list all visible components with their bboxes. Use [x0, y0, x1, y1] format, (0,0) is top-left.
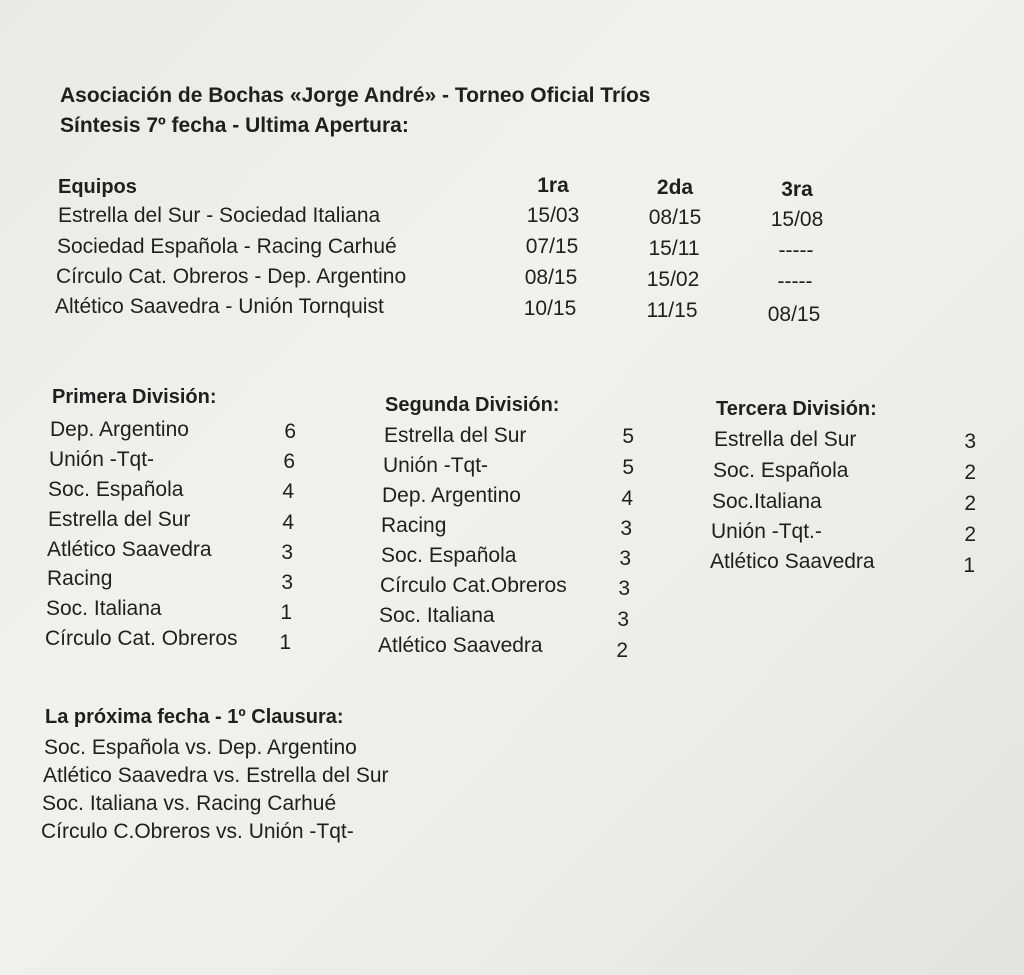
team-name: Estrella del Sur	[48, 508, 191, 531]
team-name: Dep. Argentino	[382, 484, 521, 507]
team-points: 6	[284, 420, 296, 443]
result-3ra: -----	[778, 239, 814, 262]
team-points: 3	[964, 430, 976, 453]
team-name: Atlético Saavedra	[378, 634, 543, 657]
team-name: Soc.Italiana	[712, 490, 822, 513]
team-name: Atlético Saavedra	[710, 550, 875, 573]
team-name: Soc. Italiana	[379, 604, 495, 627]
team-name: Dep. Argentino	[50, 418, 189, 441]
result-3ra: 15/08	[770, 208, 824, 231]
team-name: Soc. Española	[713, 459, 849, 482]
team-points: 2	[964, 461, 976, 484]
team-points: 4	[621, 487, 633, 510]
team-name: Unión -Tqt-	[49, 448, 155, 471]
next-title: La próxima fecha - 1º Clausura:	[45, 706, 344, 728]
team-name: Soc. Italiana	[46, 597, 162, 620]
match-label: Círculo Cat. Obreros - Dep. Argentino	[56, 265, 407, 288]
team-points: 3	[620, 517, 632, 540]
division-title: Tercera División:	[716, 398, 877, 420]
team-name: Racing	[47, 567, 113, 590]
team-points: 2	[616, 639, 628, 662]
team-name: Atlético Saavedra	[47, 538, 212, 561]
col-header-3ra: 3ra	[781, 178, 813, 201]
document-title: Asociación de Bochas «Jorge André» - Torneo Oficial Tríos	[60, 84, 651, 107]
division-title: Primera División:	[52, 386, 217, 408]
list-item: Soc. Española vs. Dep. Argentino	[44, 736, 357, 759]
team-points: 4	[282, 480, 294, 503]
team-points: 3	[617, 608, 629, 631]
list-item: Soc. Italiana vs. Racing Carhué	[42, 792, 337, 815]
team-name: Círculo Cat. Obreros	[45, 627, 238, 650]
result-1ra: 15/03	[526, 204, 580, 227]
match-label: Estrella del Sur - Sociedad Italiana	[58, 204, 381, 227]
team-name: Soc. Española	[48, 478, 184, 501]
document-subtitle: Síntesis 7º fecha - Ultima Apertura:	[60, 114, 409, 137]
team-name: Círculo Cat.Obreros	[380, 574, 567, 597]
result-3ra: 08/15	[767, 303, 821, 326]
col-header-1ra: 1ra	[537, 174, 569, 197]
team-points: 3	[281, 571, 293, 594]
team-name: Estrella del Sur	[384, 424, 527, 447]
result-1ra: 07/15	[525, 235, 579, 258]
list-item: Atlético Saavedra vs. Estrella del Sur	[43, 764, 389, 787]
team-points: 6	[283, 450, 295, 473]
team-name: Unión -Tqt-	[383, 454, 489, 477]
result-1ra: 10/15	[523, 297, 577, 320]
result-2da: 15/11	[648, 237, 700, 260]
list-item: Círculo C.Obreros vs. Unión -Tqt-	[41, 820, 354, 843]
team-name: Estrella del Sur	[714, 428, 857, 451]
team-points: 5	[622, 425, 634, 448]
result-2da: 08/15	[648, 206, 702, 229]
team-points: 2	[964, 492, 976, 515]
result-2da: 11/15	[646, 299, 698, 322]
col-header-equipos: Equipos	[58, 176, 137, 198]
team-points: 3	[619, 547, 631, 570]
result-2da: 15/02	[646, 268, 700, 291]
team-points: 2	[964, 523, 976, 546]
col-header-2da: 2da	[656, 176, 694, 199]
team-points: 1	[280, 601, 292, 624]
division-title: Segunda División:	[385, 394, 560, 416]
team-points: 4	[282, 511, 294, 534]
result-3ra: -----	[777, 270, 813, 293]
team-points: 3	[618, 577, 630, 600]
team-points: 3	[281, 541, 293, 564]
team-name: Unión -Tqt.-	[711, 520, 822, 543]
match-label: Sociedad Española - Racing Carhué	[57, 235, 397, 258]
team-name: Soc. Española	[381, 544, 517, 567]
team-name: Racing	[381, 514, 447, 537]
team-points: 1	[963, 554, 975, 577]
result-1ra: 08/15	[524, 266, 578, 289]
team-points: 5	[622, 456, 634, 479]
match-label: Altético Saavedra - Unión Tornquist	[55, 295, 384, 318]
team-points: 1	[279, 631, 291, 654]
